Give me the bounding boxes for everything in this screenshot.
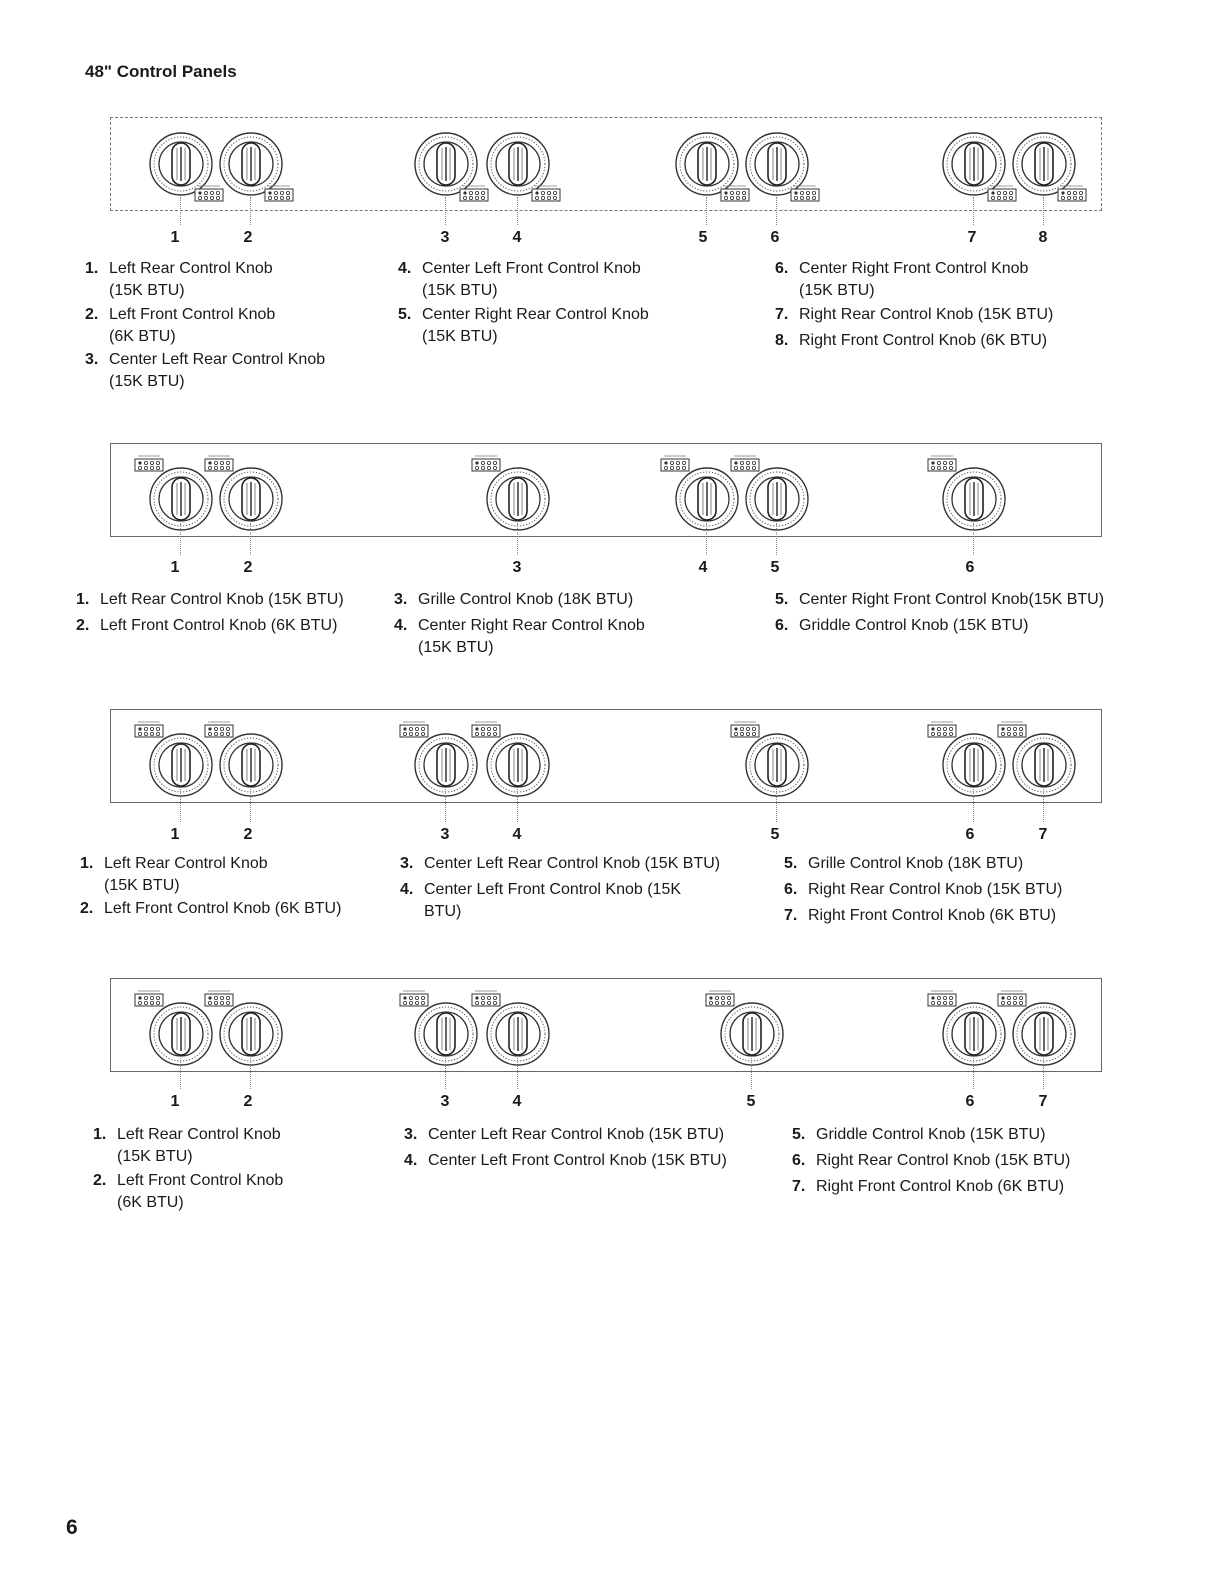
legend-item (792, 1124, 1045, 1146)
legend-item (775, 589, 1104, 611)
knob-callout-number: 8 (1038, 229, 1048, 246)
legend-item (784, 905, 1056, 927)
legend-text (117, 1124, 281, 1168)
legend-item (792, 1150, 1070, 1172)
burner-indicator-icon (659, 454, 691, 472)
legend-item (404, 1150, 727, 1172)
knob-callout-number: 3 (440, 1093, 450, 1110)
burner-indicator-icon (729, 720, 761, 738)
legend-item (85, 304, 275, 348)
knob-callout-number: 5 (770, 559, 780, 576)
legend-number: 5. (398, 306, 412, 323)
legend-number: 7. (792, 1178, 806, 1195)
legend-number: 6. (775, 260, 789, 277)
knob-callout-number: 6 (965, 826, 975, 843)
legend-number: 6. (775, 617, 789, 634)
control-knob-icon (218, 1001, 284, 1067)
legend-line: Griddle Control Knob (15K BTU) (816, 1126, 1046, 1143)
knob-callout-number: 7 (967, 229, 977, 246)
burner-indicator-icon (398, 720, 430, 738)
legend-line: Center Left Rear Control Knob (15K BTU) (424, 855, 721, 872)
leader-line (706, 197, 707, 225)
legend-text (418, 589, 633, 611)
page-title: 48" Control Panels (85, 62, 237, 81)
legend-number: 3. (85, 351, 99, 368)
control-knob-icon (1011, 732, 1077, 798)
legend-item (85, 258, 273, 302)
legend-line: Left Front Control Knob (6K BTU) (100, 617, 338, 634)
legend-line: Left Rear Control Knob (104, 855, 268, 872)
legend-line: Center Right Rear Control Knob (422, 306, 649, 323)
knob-callout-number: 4 (698, 559, 708, 576)
knob-callout-number: 1 (170, 229, 180, 246)
control-knob-icon (148, 466, 214, 532)
knob-callout-number: 2 (243, 229, 253, 246)
legend-line: (15K BTU) (104, 877, 180, 894)
leader-line (445, 1058, 446, 1089)
knob-callout-number: 2 (243, 559, 253, 576)
legend-item (784, 879, 1062, 901)
legend-item (775, 330, 1047, 352)
legend-text (816, 1124, 1045, 1146)
leader-line (445, 789, 446, 822)
legend-line: (6K BTU) (117, 1194, 184, 1211)
knob-callout-number: 1 (170, 559, 180, 576)
knob-callout-number: 7 (1038, 1093, 1048, 1110)
leader-line (973, 1058, 974, 1089)
legend-text (109, 258, 273, 302)
legend-item (775, 304, 1053, 326)
legend-item (400, 853, 720, 875)
legend-text (799, 589, 1104, 611)
leader-line (517, 1058, 518, 1089)
control-knob-icon (941, 466, 1007, 532)
control-knob-icon (1011, 1001, 1077, 1067)
legend-line: (15K BTU) (117, 1148, 193, 1165)
legend-number: 7. (784, 907, 798, 924)
legend-item (394, 615, 645, 659)
control-knob-icon (218, 466, 284, 532)
legend-text (104, 853, 268, 897)
leader-line (250, 789, 251, 822)
legend-item (784, 853, 1023, 875)
legend-line: Center Left Front Control Knob (422, 260, 641, 277)
legend-item (93, 1124, 281, 1168)
legend-number: 1. (85, 260, 99, 277)
legend-item (398, 304, 649, 348)
leader-line (250, 523, 251, 555)
legend-line: (6K BTU) (109, 328, 176, 345)
legend-item (76, 615, 337, 637)
control-knob-icon (744, 466, 810, 532)
legend-line: Right Front Control Knob (6K BTU) (799, 332, 1048, 349)
legend-line: Center Right Front Control Knob (799, 260, 1029, 277)
legend-text (109, 304, 275, 348)
knob-callout-number: 3 (440, 229, 450, 246)
burner-indicator-icon (926, 989, 958, 1007)
knob-callout-number: 2 (243, 826, 253, 843)
leader-line (180, 197, 181, 225)
legend-line: Center Left Rear Control Knob (109, 351, 326, 368)
legend-line: Left Rear Control Knob (15K BTU) (100, 591, 344, 608)
legend-text (424, 853, 720, 875)
legend-number: 2. (76, 617, 90, 634)
leader-line (1043, 1058, 1044, 1089)
legend-number: 2. (80, 900, 94, 917)
legend-text (428, 1150, 727, 1172)
control-knob-icon (941, 1001, 1007, 1067)
legend-line: (15K BTU) (418, 639, 494, 656)
legend-line: Left Front Control Knob (6K BTU) (104, 900, 342, 917)
legend-line: Center Left Rear Control Knob (15K BTU) (428, 1126, 725, 1143)
legend-line: Grille Control Knob (18K BTU) (418, 591, 634, 608)
leader-line (1043, 789, 1044, 822)
legend-line: Grille Control Knob (18K BTU) (808, 855, 1024, 872)
leader-line (776, 197, 777, 225)
knob-callout-number: 2 (243, 1093, 253, 1110)
knob-callout-number: 4 (512, 1093, 522, 1110)
leader-line (180, 789, 181, 822)
burner-indicator-icon (926, 454, 958, 472)
leader-line (180, 1058, 181, 1089)
knob-callout-number: 1 (170, 826, 180, 843)
burner-indicator-icon (729, 454, 761, 472)
legend-item (404, 1124, 724, 1146)
legend-text (428, 1124, 724, 1146)
leader-line (250, 197, 251, 225)
burner-indicator-icon (704, 989, 736, 1007)
control-knob-icon (148, 1001, 214, 1067)
burner-indicator-icon (203, 454, 235, 472)
legend-line: Right Rear Control Knob (15K BTU) (799, 306, 1054, 323)
control-knob-icon (941, 732, 1007, 798)
leader-line (250, 1058, 251, 1089)
leader-line (180, 523, 181, 555)
leader-line (517, 197, 518, 225)
control-knob-icon (744, 732, 810, 798)
burner-indicator-icon (470, 720, 502, 738)
control-knob-icon (485, 466, 551, 532)
legend-text (109, 349, 325, 393)
leader-line (973, 789, 974, 822)
knob-callout-number: 7 (1038, 826, 1048, 843)
control-knob-icon (485, 732, 551, 798)
legend-number: 1. (76, 591, 90, 608)
legend-line: Left Rear Control Knob (117, 1126, 281, 1143)
legend-number: 5. (775, 591, 789, 608)
legend-line: (15K BTU) (422, 328, 498, 345)
legend-number: 3. (400, 855, 414, 872)
legend-item (80, 898, 341, 920)
legend-text (799, 258, 1028, 302)
leader-line (776, 523, 777, 555)
burner-indicator-icon (470, 454, 502, 472)
legend-item (76, 589, 344, 611)
burner-indicator-icon (203, 989, 235, 1007)
legend-number: 2. (85, 306, 99, 323)
legend-number: 4. (404, 1152, 418, 1169)
legend-line: Center Left Front Control Knob (15K BTU) (428, 1152, 727, 1169)
legend-item (775, 258, 1028, 302)
legend-item (394, 589, 633, 611)
legend-text (799, 304, 1053, 326)
legend-text (808, 853, 1023, 875)
legend-number: 4. (398, 260, 412, 277)
control-knob-icon (485, 1001, 551, 1067)
legend-text (799, 615, 1028, 637)
control-knob-icon (674, 466, 740, 532)
burner-indicator-icon (996, 720, 1028, 738)
legend-item (775, 615, 1028, 637)
page-number: 6 (66, 1516, 78, 1539)
legend-line: Right Front Control Knob (6K BTU) (808, 907, 1057, 924)
control-panel-diagram (110, 117, 1102, 211)
legend-number: 4. (394, 617, 408, 634)
legend-line: BTU) (424, 903, 462, 920)
legend-line: Left Front Control Knob (109, 306, 276, 323)
legend-text (808, 905, 1056, 927)
legend-line: Center Right Rear Control Knob (418, 617, 645, 634)
knob-callout-number: 5 (698, 229, 708, 246)
burner-indicator-icon (263, 184, 295, 202)
legend-number: 3. (404, 1126, 418, 1143)
legend-line: (15K BTU) (422, 282, 498, 299)
legend-line: Right Rear Control Knob (15K BTU) (816, 1152, 1071, 1169)
leader-line (1043, 197, 1044, 225)
legend-line: Left Front Control Knob (117, 1172, 284, 1189)
legend-number: 7. (775, 306, 789, 323)
burner-indicator-icon (470, 989, 502, 1007)
burner-indicator-icon (133, 720, 165, 738)
legend-text (100, 615, 337, 637)
burner-indicator-icon (133, 454, 165, 472)
control-knob-icon (148, 732, 214, 798)
legend-line: (15K BTU) (799, 282, 875, 299)
legend-line: Left Rear Control Knob (109, 260, 273, 277)
legend-number: 6. (784, 881, 798, 898)
knob-callout-number: 6 (770, 229, 780, 246)
legend-number: 5. (784, 855, 798, 872)
legend-text (799, 330, 1047, 352)
legend-line: Right Rear Control Knob (15K BTU) (808, 881, 1063, 898)
leader-line (751, 1058, 752, 1089)
legend-number: 3. (394, 591, 408, 608)
legend-line: Center Left Front Control Knob (15K (424, 881, 682, 898)
legend-item (80, 853, 268, 897)
legend-text (808, 879, 1062, 901)
leader-line (706, 523, 707, 555)
knob-callout-number: 3 (512, 559, 522, 576)
legend-item (85, 349, 325, 393)
legend-number: 2. (93, 1172, 107, 1189)
knob-callout-number: 4 (512, 229, 522, 246)
legend-text (100, 589, 344, 611)
knob-callout-number: 6 (965, 1093, 975, 1110)
burner-indicator-icon (926, 720, 958, 738)
burner-indicator-icon (996, 989, 1028, 1007)
legend-text (104, 898, 341, 920)
legend-line: (15K BTU) (109, 282, 185, 299)
knob-callout-number: 5 (770, 826, 780, 843)
leader-line (517, 523, 518, 555)
burner-indicator-icon (530, 184, 562, 202)
legend-line: Right Front Control Knob (6K BTU) (816, 1178, 1065, 1195)
legend-line: Griddle Control Knob (15K BTU) (799, 617, 1029, 634)
legend-text (424, 879, 681, 923)
legend-item (398, 258, 641, 302)
legend-text (816, 1150, 1070, 1172)
legend-number: 8. (775, 332, 789, 349)
legend-text (816, 1176, 1064, 1198)
knob-callout-number: 5 (746, 1093, 756, 1110)
burner-indicator-icon (133, 989, 165, 1007)
leader-line (776, 789, 777, 822)
knob-callout-number: 1 (170, 1093, 180, 1110)
control-panel-diagram (110, 978, 1102, 1072)
legend-number: 1. (80, 855, 94, 872)
control-panel-diagram (110, 443, 1102, 537)
burner-indicator-icon (1056, 184, 1088, 202)
burner-indicator-icon (789, 184, 821, 202)
control-knob-icon (413, 732, 479, 798)
legend-text (422, 258, 641, 302)
knob-callout-number: 4 (512, 826, 522, 843)
leader-line (973, 197, 974, 225)
burner-indicator-icon (398, 989, 430, 1007)
legend-text (422, 304, 649, 348)
control-knob-icon (218, 732, 284, 798)
knob-callout-number: 3 (440, 826, 450, 843)
burner-indicator-icon (203, 720, 235, 738)
legend-line: Center Right Front Control Knob(15K BTU) (799, 591, 1105, 608)
legend-number: 1. (93, 1126, 107, 1143)
control-knob-icon (719, 1001, 785, 1067)
legend-text (117, 1170, 283, 1214)
legend-item (792, 1176, 1064, 1198)
legend-number: 5. (792, 1126, 806, 1143)
knob-callout-number: 6 (965, 559, 975, 576)
leader-line (517, 789, 518, 822)
control-panel-diagram (110, 709, 1102, 803)
legend-number: 4. (400, 881, 414, 898)
legend-text (418, 615, 645, 659)
control-knob-icon (413, 1001, 479, 1067)
leader-line (973, 523, 974, 555)
legend-item (93, 1170, 283, 1214)
leader-line (445, 197, 446, 225)
legend-number: 6. (792, 1152, 806, 1169)
legend-line: (15K BTU) (109, 373, 185, 390)
legend-item (400, 879, 681, 923)
